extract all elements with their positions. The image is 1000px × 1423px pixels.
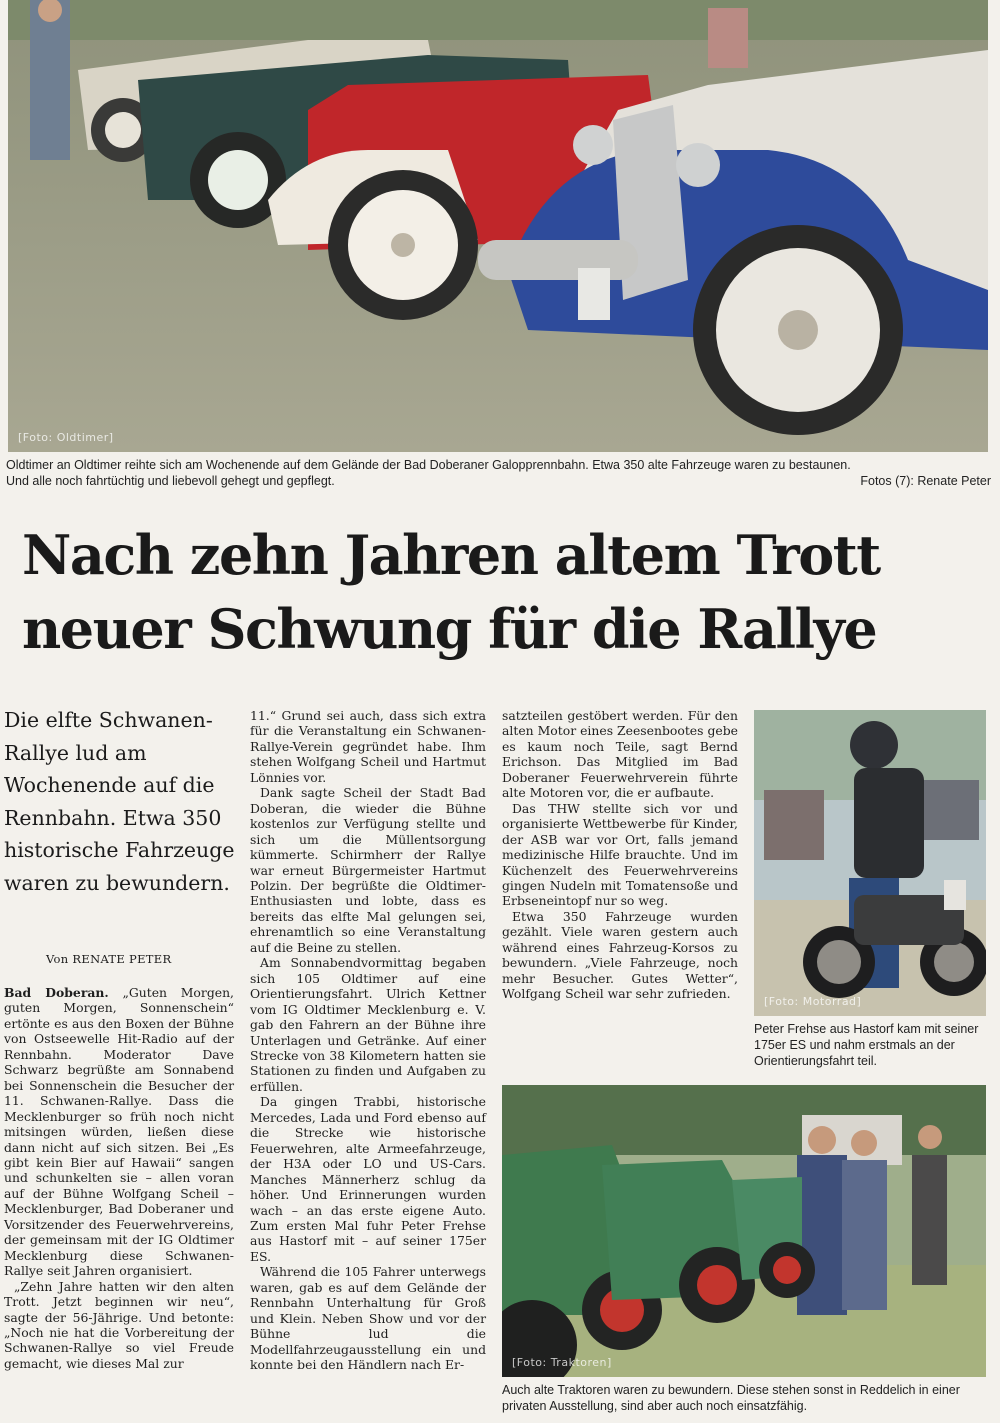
photo-placeholder-label: [Foto: Oldtimer] — [18, 431, 114, 444]
article-paragraph: Dank sagte Scheil der Stadt Bad Doberan, die wieder die Bühne kostenlos zur Verfügung stellte und sich um die Müllentsorgung kümmerte. Schirmherr der Rallye war erneut Bürgermeister Hartmut Polzin. Der begrüßte die Oldtimer-Enthusiasten und lobte, dass es bereits das elfte Mal gelungen sei, ehrenamtlich so eine Veranstaltung auf die Beine zu stellen. — [250, 785, 486, 955]
motorcycle-photo-caption: Peter Frehse aus Hastorf kam mit seiner 175er ES und nahm erstmals an der Orientierungsfahrt teil. — [754, 1022, 979, 1068]
motorcycle-image — [754, 710, 986, 1016]
article-column-2 — [250, 708, 486, 1372]
classic-cars-image — [8, 0, 988, 452]
dateline: Bad Doberan. — [4, 985, 109, 1000]
byline: Von RENATE PETER — [46, 952, 172, 966]
main-caption-line-1: Oldtimer an Oldtimer reihte sich am Wochenende auf dem Gelände der Bad Doberaner Galopprennbahn. Etwa 350 alte Fahrzeuge waren zu bestaunen. — [6, 458, 851, 472]
article-paragraph: Während die 105 Fahrer unterwegs waren, gab es auf dem Gelände der Rennbahn Unterhaltung für Groß und Klein. Neben Show und vor der Bühne lud die Modellfahrzeugausstellung ein und konnte bei den Händlern nach Er- — [250, 1264, 486, 1373]
article-paragraph: Das THW stellte sich vor und organisierte Wettbewerbe für Kinder, der ASB war vor Ort, falls jemand medizinische Hilfe brauchte. Und im Küchenzelt des Feuerwehrvereins gingen Nudeln mit Tomatensoße und Erbseneintopf nur so weg. — [502, 800, 738, 909]
article-paragraph: 11.“ Grund sei auch, dass sich extra für die Veranstaltung ein Schwanen-Rallye-Verein gegründet habe. Ihm stehen Wolfgang Scheil und Hartmut Lönnies vor. — [250, 708, 486, 785]
photo-placeholder-label: [Foto: Motorrad] — [764, 995, 862, 1008]
tractor-photo-caption: Auch alte Traktoren waren zu bewundern. Diese stehen sonst in Reddelich in einer privaten Ausstellung, sind aber auch noch einsatzfähig. — [502, 1383, 960, 1413]
motorcycle-photo — [754, 710, 986, 1016]
main-photo — [8, 0, 988, 452]
tractor-image — [502, 1085, 986, 1377]
main-photo-caption — [6, 457, 991, 489]
article-column-3 — [502, 708, 738, 1002]
photo-placeholder-label: [Foto: Traktoren] — [512, 1356, 612, 1369]
main-caption-line-2: Und alle noch fahrtüchtig und liebevoll gehegt und gepflegt. — [6, 474, 335, 488]
article-paragraph: „Zehn Jahre hatten wir den alten Trott. Jetzt beginnen wir neu“, sagte der 56-Jährige. Und betonte: „Noch nie hat die Vorbereitung der Schwanen-Rallye so viel Freude gemacht, wie dieses Mal zur — [4, 1278, 234, 1371]
article-paragraph: Da gingen Trabbi, historische Mercedes, Lada und Ford ebenso auf die Strecke wie historische Feuerwehren, alte Armeefahrzeuge, der H3A oder LO und US-Cars. Manches Männerherz schlug da höher. Und Erinnerungen wurden wach – an das erste eigene Auto. Zum ersten Mal fuhr Peter Frehse aus Hastorf mit – auf seiner 175er ES. — [250, 1094, 486, 1264]
article-column-1 — [4, 985, 234, 1371]
lead-paragraph: Die elfte Schwanen-Rallye lud am Wochenende auf die Rennbahn. Etwa 350 historische Fahrzeuge waren zu bewundern. — [4, 708, 235, 895]
article-paragraph: Etwa 350 Fahrzeuge wurden gezählt. Viele waren gestern auch während eines Fahrzeug-Korsos zu bewundern. „Viele Fahrzeuge, noch mehr Besucher. Gutes Wetter“, Wolfgang Scheil war sehr zufrieden. — [502, 908, 738, 1002]
tractor-photo — [502, 1085, 986, 1377]
photo-credit: Fotos (7): Renate Peter — [860, 474, 991, 488]
article-paragraph: Bad Doberan. „Guten Morgen, guten Morgen, Sonnenschein“ ertönte es aus den Boxen der Bühne von Ostseewelle Hit-Radio auf der Rennbahn. Moderator Dave Schwarz begrüßte am Sonnabend bei Sonnenschein die Besucher der 11. Schwanen-Rallye. Dass die Mecklenburger so früh noch nicht mitsingen würden, ließen diese dann nicht auf sich sitzen. Bei „Es gibt kein Bier auf Hawaii“ sangen und schunkelten sie – allen voran auf der Bühne Wolfgang Scheil – Mecklenburger, Bad Doberaner und Vorsitzender des Feuerwehrvereins, der gemeinsam mit der IG Oldtimer Mecklenburg diese Schwanen-Rallye seit Jahren organisiert. — [4, 985, 234, 1279]
article-paragraph: satzteilen gestöbert werden. Für den alten Motor eines Zeesenbootes gebe es kaum noch Teile, sagt Bernd Erichson. Das Mitglied im Bad Doberaner Feuerwehrverein führte alte Motoren vor, die er aufbaute. — [502, 708, 738, 801]
article-paragraph: Am Sonnabendvormittag begaben sich 105 Oldtimer auf eine Orientierungsfahrt. Ulrich Kettner vom IG Oldtimer Mecklenburg e. V. gab den Fahrern an der Bühne ihre Unterlagen und Getränke. Auf einer Strecke von 38 Kilometern hatten sie Stationen zu finden und Aufgaben zu erfüllen. — [250, 955, 486, 1094]
page-title — [22, 518, 982, 666]
headline-line-2: neuer Schwung für die Rallye — [22, 597, 877, 661]
headline-line-1: Nach zehn Jahren altem Trott — [22, 523, 880, 587]
